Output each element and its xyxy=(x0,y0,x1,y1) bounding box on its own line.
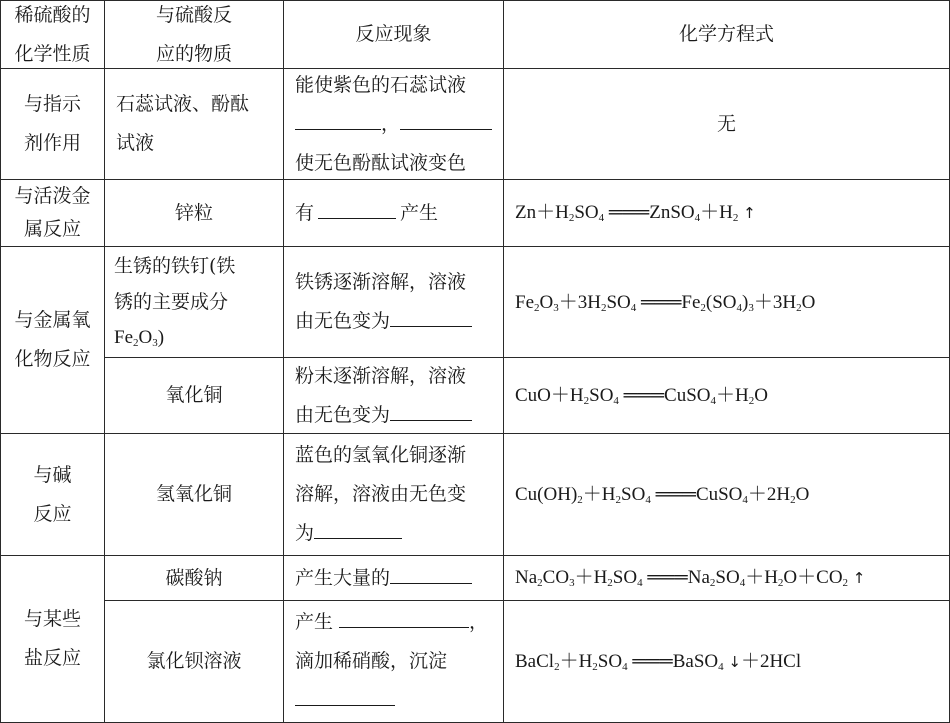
blank-base-color[interactable] xyxy=(314,514,402,539)
base-property-line2: 反应 xyxy=(33,502,72,525)
rust-phenomenon-line1: 铁锈逐渐溶解，溶液 xyxy=(295,271,467,293)
indicator-phenomenon xyxy=(295,69,500,179)
bacl2-phenomenon xyxy=(295,601,500,722)
metal-property-line2: 属反应 xyxy=(23,218,81,240)
blank-na2co3-gas[interactable] xyxy=(390,559,472,584)
indicator-phenomenon-line1: 能使紫色的石蕊试液 xyxy=(295,73,467,96)
header-property-line1: 稀硫酸的 xyxy=(14,3,91,26)
oxide-property-line1: 与金属氧 xyxy=(14,309,91,331)
equation-bacl2: $BaCl_2+H_2SO_4$ ═══BaSO$_4$ ↓＋2HCl xyxy=(515,650,802,673)
header-phenomenon-text: 反应现象 xyxy=(355,23,432,45)
indicator-substance-line1: 石蕊试液、酚酞 xyxy=(116,93,250,115)
metal-property-line1: 与活泼金 xyxy=(14,185,91,207)
bacl2-phenomenon-line3 xyxy=(295,681,395,720)
rule-col2 xyxy=(283,0,284,723)
base-phenomenon-line3 xyxy=(295,514,402,553)
cuo-phenomenon-line1: 粉末逐渐溶解，溶液 xyxy=(295,364,467,387)
cuo-phenomenon-lead: 由无色变为 xyxy=(295,403,391,426)
header-substance-line2: 应的物质 xyxy=(155,42,232,65)
na2co3-phenomenon xyxy=(295,556,500,600)
base-substance-text: 氢氧化铜 xyxy=(155,483,232,505)
metal-phenomenon-line xyxy=(295,194,438,233)
salt-property-line1: 与某些 xyxy=(23,608,81,630)
indicator-property xyxy=(1,69,104,179)
header-property-line2: 化学性质 xyxy=(14,42,91,65)
blank-gas[interactable] xyxy=(318,194,396,219)
blank-litmus[interactable] xyxy=(295,105,381,130)
rust-phenomenon xyxy=(295,247,500,357)
rust-substance-line3: $Fe_2O_3$) xyxy=(114,327,165,349)
bacl2-substance-text: 氯化钡溶液 xyxy=(146,650,242,672)
blank-rust-color[interactable] xyxy=(390,302,472,327)
base-property xyxy=(1,434,104,555)
base-phenomenon-line1: 蓝色的氢氧化铜逐渐 xyxy=(295,444,467,466)
base-phenomenon xyxy=(295,434,500,555)
salt-property xyxy=(1,556,104,722)
metal-substance-text: 锌粒 xyxy=(174,201,213,224)
base-substance xyxy=(105,434,283,555)
rust-equation xyxy=(515,247,945,357)
blank-precipitate-state[interactable] xyxy=(295,681,395,706)
cuo-equation xyxy=(515,358,945,433)
cuo-substance xyxy=(105,358,283,433)
na2co3-phenomenon-line xyxy=(295,559,472,598)
header-equation-text: 化学方程式 xyxy=(678,23,774,45)
indicator-phenomenon-line3: 使无色酚酞试液变色 xyxy=(295,151,467,174)
metal-phenomenon-post: 产生 xyxy=(400,201,439,224)
bacl2-phenomenon-line1 xyxy=(295,603,488,642)
metal-equation xyxy=(515,180,945,246)
indicator-comma: ， xyxy=(381,112,401,135)
indicator-property-line2: 剂作用 xyxy=(23,132,81,154)
equation-zn: $Zn+H_2SO_4$ $═══ZnSO_4+H_2$ ↑ xyxy=(515,202,756,224)
base-phenomenon-lead: 为 xyxy=(295,522,315,544)
indicator-substance xyxy=(116,69,281,179)
equation-na2co3: $Na_2CO_3+H_2SO_4$ $═══Na_2SO_4+H_2O+CO_2$ ↑ xyxy=(515,567,866,589)
indicator-substance-line2: 试液 xyxy=(116,132,155,154)
rust-phenomenon-line2 xyxy=(295,302,472,341)
rust-substance-line2: 锈的主要成分 xyxy=(114,291,229,313)
header-substance-line1: 与硫酸反 xyxy=(155,3,232,26)
blank-cuo-color[interactable] xyxy=(390,396,472,421)
bacl2-substance xyxy=(105,601,283,722)
oxide-property xyxy=(1,247,104,433)
na2co3-substance xyxy=(105,556,283,600)
metal-property xyxy=(1,180,104,246)
salt-property-line2: 盐反应 xyxy=(23,647,81,669)
bacl2-phenomenon-line2: 滴加稀硝酸，沉淀 xyxy=(295,650,448,672)
equation-fe2o3: $Fe_2O_3+3H_2SO_4$ $═══Fe_2(SO_4)_3+3H_2O$ xyxy=(515,291,816,314)
bacl2-comma: ， xyxy=(469,611,489,633)
metal-phenomenon-pre: 有 xyxy=(295,201,315,224)
indicator-property-line1: 与指示 xyxy=(23,93,81,115)
metal-phenomenon xyxy=(295,180,500,246)
equation-cuoh2: $Cu(OH)_2+H_2SO_4$ $═══CuSO_4+2H_2O$ xyxy=(515,484,810,506)
header-phenomenon xyxy=(284,1,503,68)
cuo-phenomenon xyxy=(295,358,500,433)
blank-precipitate[interactable] xyxy=(339,603,469,628)
na2co3-equation xyxy=(515,556,945,600)
indicator-equation xyxy=(504,69,949,179)
metal-substance xyxy=(105,180,283,246)
rust-phenomenon-lead: 由无色变为 xyxy=(295,310,391,332)
oxide-property-line2: 化物反应 xyxy=(14,348,91,370)
header-property xyxy=(1,1,104,68)
header-equation xyxy=(504,1,949,68)
cuo-phenomenon-line2 xyxy=(295,396,472,435)
equation-cuo: $CuO+H_2SO_4$ $═══CuSO_4+H_2O$ xyxy=(515,385,768,407)
indicator-phenomenon-line2 xyxy=(295,105,492,144)
header-substance xyxy=(105,1,283,68)
bacl2-phenomenon-lead: 产生 xyxy=(295,611,334,633)
indicator-equation-text: 无 xyxy=(716,112,736,135)
base-phenomenon-line2: 溶解，溶液由无色变 xyxy=(295,483,467,505)
bacl2-equation xyxy=(515,601,945,722)
base-property-line1: 与碱 xyxy=(33,463,72,486)
na2co3-phenomenon-lead: 产生大量的 xyxy=(295,566,391,589)
rust-substance xyxy=(114,247,282,357)
cuo-substance-text: 氧化铜 xyxy=(165,384,223,406)
na2co3-substance-text: 碳酸钠 xyxy=(165,566,223,589)
blank-phenolphthalein-lead[interactable] xyxy=(400,105,492,130)
base-equation xyxy=(515,434,945,555)
rust-substance-line1: 生锈的铁钉(铁 xyxy=(114,255,236,277)
